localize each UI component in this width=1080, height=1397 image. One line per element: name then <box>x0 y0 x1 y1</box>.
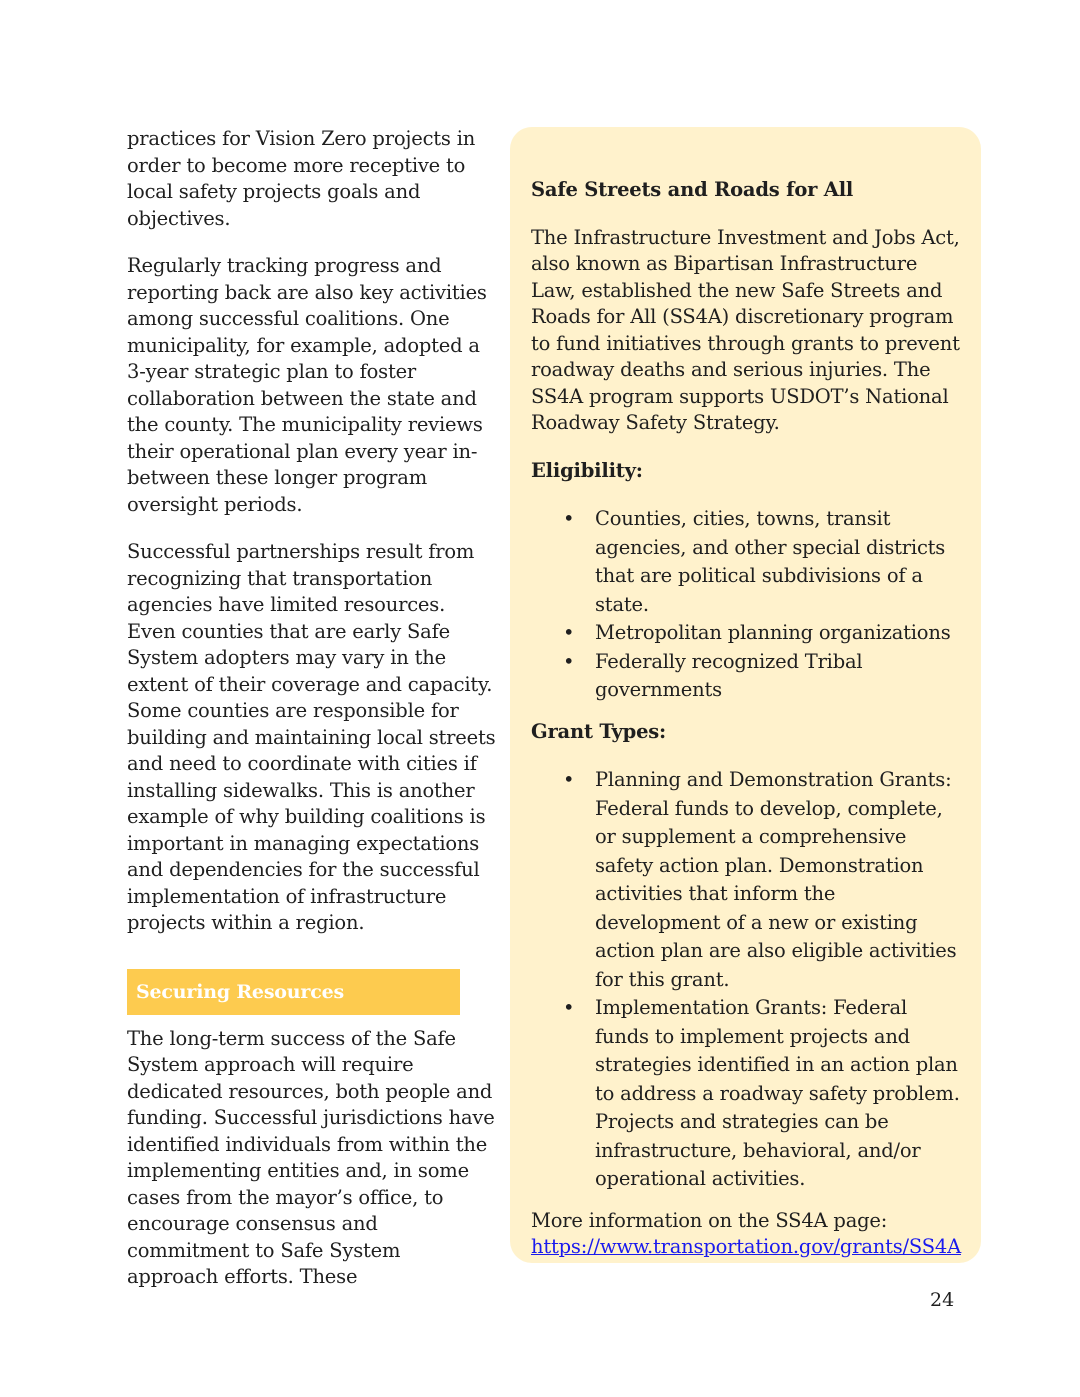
eligibility-heading: Eligibility: <box>531 458 643 482</box>
eligibility-list <box>531 505 961 705</box>
list-item-text: Counties, cities, towns, transit agencies, and other special districts that are political subdivisions of a state. <box>595 507 946 616</box>
bullet-icon: • <box>563 621 575 644</box>
sidebar-intro: The Infrastructure Investment and Jobs Act, also known as Bipartisan Infrastructure Law, established the new Safe Streets and Roads for All (SS4A) discretionary program to fund initiatives through grants to prevent roadway deaths and serious injuries. The SS4A program supports USDOT’s National Roadway Safety Strategy. <box>531 225 960 434</box>
list-item-text: Metropolitan planning organizations <box>595 621 951 644</box>
bullet-icon: • <box>563 768 575 791</box>
page-number: 24 <box>930 1289 955 1311</box>
more-info <box>531 1208 961 1261</box>
ss4a-link[interactable]: https://www.transportation.gov/grants/SS4A <box>531 1235 961 1258</box>
list-item <box>531 619 961 648</box>
list-item-text: Federally recognized Tribal governments <box>595 649 863 701</box>
ss4a-sidebar-box <box>510 127 981 1263</box>
sidebar-title: Safe Streets and Roads for All <box>531 178 854 201</box>
paragraph-vision-zero: practices for Vision Zero projects in order to become more receptive to local safety projects goals and objectives. <box>127 127 476 230</box>
paragraph-partnerships: Successful partnerships result from recognizing that transportation agencies have limited resources. Even counties that are early Safe System adopters may vary in the extent of their coverage and capacity. Some counties are responsible for building and maintaining local streets and need to coordinate with cities if installing sidewalks. This is another example of why building coalitions is important in managing expectations and dependencies for the successful implementation of infrastructure projects within a region. <box>127 540 496 934</box>
bullet-icon: • <box>563 507 575 530</box>
list-item <box>531 766 961 994</box>
list-item-text: Planning and Demonstration Grants: Federal funds to develop, complete, or supplement a comprehensive safety action plan. Demonstration activities that inform the development of a new or existing action plan are also eligible activities for this grant. <box>595 768 957 991</box>
grant-types-list <box>531 766 961 1194</box>
section-heading-securing-resources: Securing Resources <box>127 969 460 1015</box>
bullet-icon: • <box>563 649 575 673</box>
more-info-text: More information on the SS4A page: <box>531 1208 888 1232</box>
paragraph-long-term-success: The long-term success of the Safe System approach will require dedicated resources, both people and funding. Successful jurisdictions have identified individuals from within the implementing entities and, in some cases from the mayor’s office, to encourage consensus and commitment to Safe System approach efforts. These <box>127 1026 495 1288</box>
grant-types-heading: Grant Types: <box>531 719 667 743</box>
list-item-text: Implementation Grants: Federal funds to implement projects and strategies identified in an action plan to address a roadway safety problem. Projects and strategies can be infrastructure, behavioral, and/or operational activities. <box>595 996 960 1190</box>
list-item <box>531 994 961 1194</box>
list-item <box>531 648 961 705</box>
bullet-icon: • <box>563 996 575 1019</box>
paragraph-tracking-progress: Regularly tracking progress and reporting back are also key activities among successful coalitions. One municipality, for example, adopted a 3-year strategic plan to foster collaboration between the state and the county. The municipality reviews their operational plan every year in-between these longer program oversight periods. <box>127 254 487 516</box>
left-column <box>127 126 497 1312</box>
list-item <box>531 505 961 619</box>
